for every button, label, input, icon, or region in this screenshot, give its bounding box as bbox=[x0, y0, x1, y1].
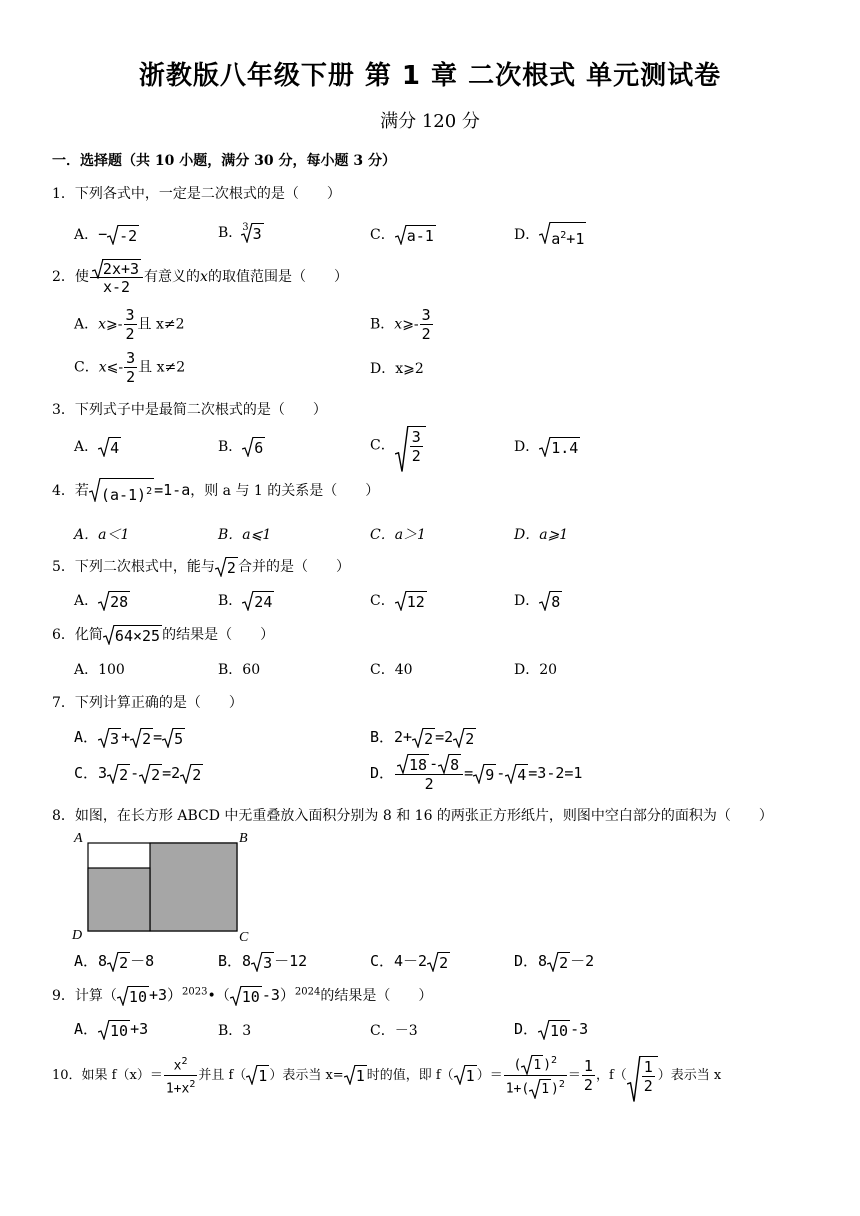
math-text: + bbox=[121, 728, 131, 746]
question-5-option-b[interactable] bbox=[218, 590, 274, 611]
radical: 12 bbox=[395, 591, 427, 611]
stem-text: 有意义的 bbox=[144, 268, 201, 285]
question-8-option-d[interactable] bbox=[514, 950, 594, 972]
question-2-option-d[interactable] bbox=[370, 358, 424, 378]
radical: $(a-1)^2$ bbox=[89, 478, 154, 504]
fraction: $\frac{3}{2}$ bbox=[125, 306, 135, 343]
option-tail: －2 bbox=[570, 952, 595, 970]
question-6-option-d[interactable]: D．20 bbox=[514, 662, 558, 678]
question-2-option-a[interactable] bbox=[74, 306, 185, 343]
math-text: =2 bbox=[162, 764, 181, 782]
radical: 6 bbox=[242, 437, 265, 457]
radical: 1 bbox=[344, 1065, 367, 1085]
question-3-option-b[interactable] bbox=[218, 436, 265, 457]
question-7-option-b[interactable] bbox=[370, 726, 476, 748]
exponent: 2023 bbox=[182, 986, 208, 998]
radical: 2 bbox=[412, 728, 435, 748]
radical: 3 bbox=[98, 728, 121, 748]
stem-text: ）表示当 x= bbox=[269, 1067, 344, 1083]
math-text: =2 bbox=[435, 728, 454, 746]
radical: 10 bbox=[230, 986, 262, 1006]
math-text: - bbox=[496, 764, 506, 782]
fraction: ( 1 )$^2$ 1+( 1 )$^2$ bbox=[504, 1052, 567, 1099]
stem-text: 并且 f（ bbox=[198, 1067, 247, 1083]
question-3-stem: 3．下列式子中是最简二次根式的是（ ） bbox=[52, 402, 327, 418]
radical: $\frac{3}{2}$ bbox=[395, 426, 426, 465]
stem-text: ＝ bbox=[567, 1067, 581, 1083]
option-letter: B． bbox=[218, 225, 243, 241]
option-tail: 且 x≠2 bbox=[138, 359, 186, 376]
radical: 28 bbox=[98, 591, 130, 611]
question-2-stem bbox=[52, 258, 348, 296]
square-16 bbox=[150, 843, 237, 931]
option-tail: -3 bbox=[570, 1020, 589, 1038]
fraction: $\frac{2x+3}{x-2}$ bbox=[90, 258, 143, 296]
fraction: 18 - 8 2 bbox=[395, 754, 463, 793]
radical: a-1 bbox=[395, 225, 436, 245]
radical: 4 bbox=[98, 437, 121, 457]
option-letter: D． bbox=[514, 1020, 539, 1038]
stem-text: 6．化简 bbox=[52, 627, 103, 643]
stem-text: 4．若 bbox=[52, 483, 89, 499]
option-letter: B． bbox=[218, 593, 243, 609]
option-letter: C． bbox=[370, 227, 395, 243]
radical: 5 bbox=[162, 728, 185, 748]
question-2-option-b[interactable] bbox=[370, 306, 434, 343]
stem-text: 的结果是（ ） bbox=[320, 988, 433, 1004]
question-7-stem: 7．下列计算正确的是（ ） bbox=[52, 695, 243, 711]
question-9-option-a[interactable] bbox=[74, 1018, 148, 1040]
question-7-option-c[interactable] bbox=[74, 762, 203, 784]
option-letter: D． bbox=[514, 439, 540, 455]
section-heading: 一．选择题（共 10 小题，满分 30 分，每小题 3 分） bbox=[52, 153, 396, 169]
math-text: 3 bbox=[98, 764, 108, 782]
radical: 1 bbox=[454, 1065, 477, 1085]
question-9-option-d[interactable] bbox=[514, 1018, 588, 1040]
stem-text: ，则 a 与 1 的关系是（ ） bbox=[190, 483, 380, 499]
vertex-a-label: A bbox=[74, 831, 83, 846]
stem-text: 时的值，即 f（ bbox=[366, 1067, 454, 1083]
option-text: B．8 bbox=[218, 952, 252, 970]
option-letter: A． bbox=[74, 227, 99, 243]
radical: 10 bbox=[117, 986, 149, 1006]
stem-text: ，f（ bbox=[595, 1067, 627, 1083]
page-title: 浙教版八年级下册 第 1 章 二次根式 单元测试卷 bbox=[138, 61, 722, 91]
math-text: = bbox=[464, 764, 474, 782]
math-text: •（ bbox=[207, 988, 230, 1004]
exponent: 2024 bbox=[294, 986, 321, 998]
question-3-option-d[interactable] bbox=[514, 436, 580, 457]
question-4-stem bbox=[52, 478, 379, 504]
stem-text: 的结果是（ ） bbox=[162, 627, 275, 643]
option-letter: A． bbox=[74, 593, 99, 609]
math-text: =3-2=1 bbox=[528, 764, 583, 782]
radical: $\frac{1}{2}$ bbox=[627, 1056, 658, 1095]
question-1-option-a[interactable] bbox=[74, 224, 139, 245]
vertex-b-label: B bbox=[239, 831, 248, 846]
option-letter: D． bbox=[514, 593, 540, 609]
radical: 2 bbox=[107, 764, 130, 784]
page-subtitle: 满分 120 分 bbox=[380, 111, 480, 132]
fraction: $\frac{3}{2}$ bbox=[126, 349, 136, 386]
option-letter: D． bbox=[370, 361, 396, 377]
radical: 8 bbox=[539, 591, 562, 611]
radical: -2 bbox=[107, 225, 139, 245]
math-text: − bbox=[98, 225, 108, 243]
question-8-option-a[interactable] bbox=[74, 950, 154, 972]
question-9-stem bbox=[52, 984, 432, 1006]
option-text: x⩾2 bbox=[395, 361, 424, 377]
radical: 2 bbox=[139, 764, 162, 784]
question-8-stem: 8．如图，在长方形 ABCD 中无重叠放入面积分别为 8 和 16 的两张正方形纸片，则图中空白部分的面积为（ ） bbox=[52, 808, 773, 824]
option-letter: A． bbox=[74, 1020, 99, 1038]
question-4-option-a[interactable]: A．a＜1 bbox=[74, 527, 130, 543]
option-tail: +3 bbox=[130, 1020, 149, 1038]
question-6-stem bbox=[52, 624, 274, 645]
math-text: -3） bbox=[261, 986, 295, 1004]
option-tail: 且 x≠2 bbox=[137, 316, 185, 333]
option-text: C．4－2 bbox=[370, 952, 428, 970]
question-10-stem bbox=[52, 1052, 721, 1099]
option-letter: B． bbox=[370, 728, 395, 746]
relation: ⩽- bbox=[106, 359, 124, 376]
question-7-option-d[interactable] bbox=[370, 754, 582, 793]
stem-text: 9．计算（ bbox=[52, 988, 117, 1004]
option-letter: A． bbox=[74, 439, 99, 455]
fraction: $\frac{x^2}{1+x^2}$ bbox=[164, 1053, 198, 1099]
stem-text: ）＝ bbox=[476, 1067, 503, 1083]
math-text: +3） bbox=[148, 986, 183, 1004]
fraction: $\frac{3}{2}$ bbox=[421, 306, 431, 343]
stem-text: 10．如果 f（x）＝ bbox=[52, 1067, 163, 1083]
radical: 2 bbox=[107, 952, 130, 972]
question-5-option-c[interactable] bbox=[370, 590, 427, 611]
option-letter: C． bbox=[370, 437, 395, 454]
option-text: A．8 bbox=[74, 952, 108, 970]
question-9-option-b[interactable]: B．3 bbox=[218, 1023, 252, 1039]
square-8 bbox=[88, 868, 150, 931]
question-5-stem bbox=[52, 556, 350, 577]
question-4-option-d[interactable]: D．a⩾1 bbox=[514, 527, 569, 543]
question-1-stem: 1．下列各式中，一定是二次根式的是（ ） bbox=[52, 186, 341, 202]
radical: 2 bbox=[427, 952, 450, 972]
radical: 3 bbox=[241, 223, 264, 243]
question-1-option-b[interactable] bbox=[218, 222, 264, 243]
question-6-option-c[interactable]: C．40 bbox=[370, 662, 413, 678]
radical: 9 bbox=[473, 764, 496, 784]
radical: 2 bbox=[547, 952, 570, 972]
radical: 24 bbox=[242, 591, 274, 611]
radical: 2 bbox=[453, 728, 476, 748]
radical: 2 bbox=[130, 728, 153, 748]
question-1-option-d[interactable] bbox=[514, 222, 586, 248]
question-7-option-a[interactable] bbox=[74, 726, 185, 748]
relation: ⩾- bbox=[106, 316, 123, 333]
option-letter: A． bbox=[74, 728, 99, 746]
stem-text: 2．使 bbox=[52, 268, 89, 285]
vertex-d-label: D bbox=[72, 928, 83, 943]
question-5-option-d[interactable] bbox=[514, 590, 562, 611]
question-2-option-c[interactable] bbox=[74, 349, 185, 386]
radical: 2 bbox=[180, 764, 203, 784]
option-tail: －12 bbox=[274, 952, 308, 970]
option-letter: C． bbox=[74, 359, 99, 376]
question-3-option-c[interactable] bbox=[370, 426, 426, 465]
math-text: =1-a bbox=[154, 481, 191, 499]
math-text: - bbox=[130, 764, 140, 782]
rectangle-abcd-figure bbox=[70, 828, 260, 944]
option-letter: B． bbox=[370, 316, 395, 333]
option-letter: D． bbox=[514, 227, 540, 243]
radical: 2 bbox=[215, 557, 238, 577]
fraction: $\frac{1}{2}$ bbox=[583, 1056, 593, 1094]
math-text: 2+ bbox=[394, 728, 413, 746]
question-6-option-a[interactable]: A．100 bbox=[74, 662, 125, 678]
option-letter: C． bbox=[74, 764, 99, 782]
stem-text: 5．下列二次根式中，能与 bbox=[52, 559, 215, 575]
option-tail: －8 bbox=[130, 952, 155, 970]
radical: 4 bbox=[505, 764, 528, 784]
root-index: 3 bbox=[242, 222, 249, 233]
relation: ⩾- bbox=[402, 316, 419, 333]
question-4-option-c[interactable]: C．a＞1 bbox=[370, 527, 426, 543]
variable: x bbox=[394, 316, 403, 333]
radical: 10 bbox=[538, 1020, 570, 1040]
variable: x bbox=[98, 359, 107, 376]
question-4-option-b[interactable]: B．a⩽1 bbox=[218, 527, 272, 543]
option-letter: B． bbox=[218, 439, 243, 455]
question-5-option-a[interactable] bbox=[74, 590, 130, 611]
stem-text: ）表示当 x bbox=[657, 1067, 722, 1083]
option-letter: C． bbox=[370, 593, 395, 609]
radical: 1.4 bbox=[539, 437, 580, 457]
question-9-option-c[interactable]: C．－3 bbox=[370, 1023, 418, 1039]
question-3-option-a[interactable] bbox=[74, 436, 121, 457]
option-letter: D． bbox=[370, 764, 395, 782]
question-8-option-b[interactable] bbox=[218, 950, 307, 972]
radical: 10 bbox=[98, 1020, 130, 1040]
radical: 64×25 bbox=[103, 625, 162, 645]
stem-text: 合并的是（ ） bbox=[237, 559, 350, 575]
question-8-option-c[interactable] bbox=[370, 950, 450, 972]
question-6-option-b[interactable]: B．60 bbox=[218, 662, 261, 678]
option-text: D．8 bbox=[514, 952, 548, 970]
radical: 3 bbox=[251, 952, 274, 972]
vertex-c-label: C bbox=[239, 930, 249, 944]
option-letter: A． bbox=[74, 316, 99, 333]
variable: x bbox=[200, 268, 208, 285]
radical: $a^2+1$ bbox=[539, 222, 586, 248]
math-text: = bbox=[153, 728, 163, 746]
variable: x bbox=[98, 316, 107, 333]
stem-text: 的取值范围是（ ） bbox=[207, 268, 348, 285]
question-1-option-c[interactable] bbox=[370, 224, 436, 245]
radical: 1 bbox=[246, 1065, 269, 1085]
